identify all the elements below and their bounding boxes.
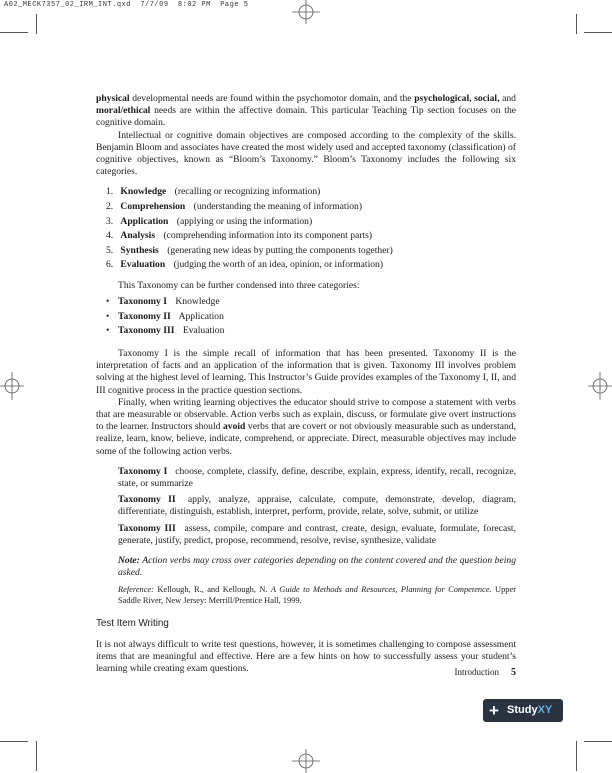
text-run: Upper Saddle River, New Jersey: Merrill/Prentice Hall, 1999. [118,585,516,606]
list-item [106,296,516,311]
verb-list: choose, complete, classify, define, describe, explain, express, identify, recall, recognize, state, or summarize [118,465,516,489]
crop-mark [36,14,37,34]
bloom-categories-list [96,186,516,274]
category-desc: (judging the worth of an idea, opinion, or information) [173,259,384,271]
verb-list-item [118,523,516,547]
list-item [106,259,516,274]
crop-mark [584,741,612,742]
reference [118,584,516,606]
reference-label: Reference: [118,585,154,595]
footer-label: Introduction [454,667,499,677]
list-item [106,325,516,340]
list-number: 3. [106,215,114,227]
taxonomy-name: Taxonomy II [118,494,176,506]
category-name: Comprehension [120,201,186,213]
category-desc: (understanding the meaning of information) [193,201,363,213]
print-slug: A02_MECK7357_02_IRM_INT.qxd 7/7/09 8:02 PM Page 5 [4,1,249,9]
category-name: Synthesis [120,244,159,256]
page-footer [440,667,516,678]
list-item [106,186,516,201]
verb-list: apply, analyze, appraise, calculate, compute, demonstrate, develop, diagram, differentiate, distinguish, establish, interpret, perform, provide, relate, solve, submit, or utilize [118,494,516,518]
crop-mark [0,32,28,33]
bold-term: avoid [222,421,246,433]
intro-paragraph-2: Intellectual or cognitive domain objectives are composed according to the complexity of the skills. Benjamin Bloom and associates have created the most widely used and accepted taxonomy (classification) of cognitive objectives, known as “Bloom’s Taxonomy.” Bloom’s Taxonomy includes the following six categories. [96,129,516,178]
list-item [106,230,516,245]
reference-title: A Guide to Methods and Resources, Planning for Competence. [270,585,492,595]
taxonomy-desc: Knowledge [175,296,220,308]
list-number: 1. [106,186,114,198]
list-number: 2. [106,201,114,213]
registration-mark-left [0,366,24,406]
list-number: 6. [106,259,114,271]
verb-list-item [118,466,516,490]
intro-paragraph-1 [96,93,516,130]
text-run: Finally, when writing learning objectives the educator should strive to compose a statement with verbs that are measurable or observable. Action verbs such as explain, discuss, or formulate give overt instructions to the learner. Instructors should [96,396,516,433]
crop-mark [36,741,37,771]
taxonomy-explanation-paragraph: Taxonomy I is the simple recall of information that has been presented. Taxonomy II is the interpretation of facts and an application of the information that is given. Taxonomy III involves problem solving at the highest level of learning. This Instructor’s Guide provides examples of the Taxonomy I, II, and III cognitive process in the practice question sections. [96,347,516,396]
verb-list: assess, compile, compare and contrast, create, design, evaluate, formulate, forecast, generate, justify, predict, propose, recommend, resolve, revise, synthesize, validate [118,522,516,546]
crop-mark [584,32,612,33]
category-desc: (comprehending information into its component parts) [163,230,373,242]
category-name: Knowledge [120,186,167,198]
logo-text [507,699,552,722]
bullet-icon: • [106,296,110,308]
crop-mark [0,741,28,742]
plus-icon: + [489,701,499,720]
list-item [106,311,516,326]
list-number: 5. [106,244,114,256]
bold-term: moral/ethical [96,105,151,117]
text-run: and [499,93,516,104]
condensed-intro: This Taxonomy can be further condensed into three categories: [118,279,360,291]
list-item [106,201,516,216]
crop-mark [576,741,577,771]
page-number: 5 [511,667,516,678]
registration-mark-top [286,0,326,24]
text-run: developmental needs are found within the psychomotor domain, and the [129,93,415,104]
logo-text-xy: XY [537,704,553,716]
bold-term: psychological, social, [414,93,500,104]
text-run: needs are within the affective domain. This particular Teaching Tip section focuses on the cognitive domain. [96,105,516,129]
text-run: Kellough, R., and Kellough, N. [153,585,271,595]
category-desc: (recalling or recognizing information) [174,186,321,198]
list-item [106,216,516,231]
taxonomy-name: Taxonomy II [118,310,171,322]
logo-text-study: Study [507,704,538,716]
verb-list-item [118,494,516,518]
note-text: Action verbs may cross over categories depending on the content covered and the question being asked. [118,555,516,579]
bullet-icon: • [106,310,110,322]
taxonomy-desc: Evaluation [182,325,225,337]
taxonomy-name: Taxonomy III [118,325,175,337]
taxonomy-name: Taxonomy III [118,522,176,534]
category-name: Application [120,215,169,227]
taxonomy-desc: Application [178,310,224,322]
list-item [106,245,516,260]
taxonomy-name: Taxonomy I [118,465,168,477]
category-name: Evaluation [120,259,166,271]
category-desc: (applying or using the information) [176,215,313,227]
registration-mark-bottom [286,749,326,773]
verb-lists [118,466,516,547]
note [118,555,516,579]
text-run: verbs that are covert or not obviously measurable such as understand, realize, learn, know, believe, indicate, comprehend, or appreciate. Direct, measurable objectives may include some of the following action verbs. [96,421,516,457]
note-label: Note: [118,555,140,567]
page-content [96,93,516,675]
action-verbs-paragraph [96,397,516,458]
category-desc: (generating new ideas by putting the components together) [167,244,393,256]
category-name: Analysis [120,230,156,242]
section-body: It is not always difficult to write test questions, however, it is sometimes challenging to compose assessment items that are meaningful and effective. Here are a few hints on how to successfully assess your student’s learning while creating exam questions. [96,638,516,675]
list-number: 4. [106,230,114,242]
bold-term: physical [96,93,130,104]
section-heading: Test Item Writing [96,618,169,630]
registration-mark-right [588,366,612,406]
taxonomy-name: Taxonomy I [118,296,167,308]
studyxy-logo [483,699,563,722]
taxonomy-list [96,296,516,340]
crop-mark [576,14,577,34]
bullet-icon: • [106,325,110,337]
